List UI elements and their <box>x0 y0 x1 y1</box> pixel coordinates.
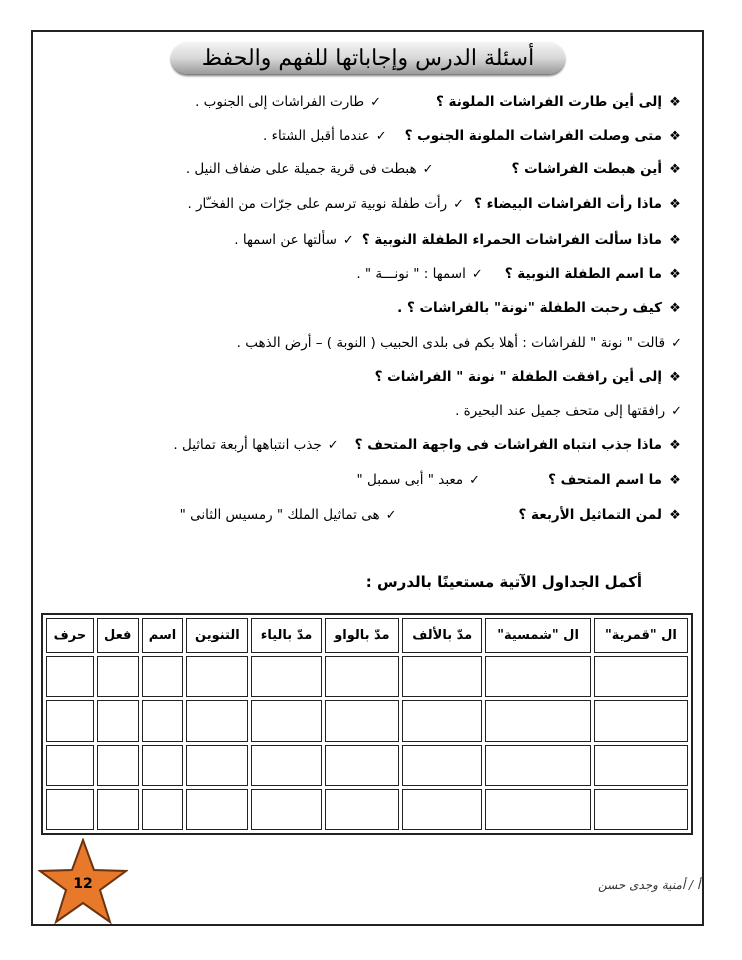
qa-row <box>60 260 682 288</box>
check-icon: ✓ <box>327 437 339 453</box>
answer-text: هى تماثيل الملك " رمسيس الثانى " <box>179 507 380 523</box>
table-cell[interactable] <box>46 789 94 830</box>
diamond-bullet-icon: ❖ <box>669 472 681 488</box>
table-row <box>46 745 688 786</box>
table-cell[interactable] <box>325 745 400 786</box>
answer-text: قالت " نونة " للفراشات : أهلا بكم فى بلدى الحبيب ( النوبة ) – أرض الذهب . <box>236 335 666 351</box>
check-icon: ✓ <box>370 94 382 110</box>
qa-row <box>60 466 682 494</box>
answer-text: عندما أقبل الشتاء . <box>263 128 370 144</box>
table-cell[interactable] <box>594 789 688 830</box>
exercise-table <box>41 613 693 835</box>
table-cell[interactable] <box>325 656 400 697</box>
table-cell[interactable] <box>251 700 321 741</box>
table-header: مدّ بالواو <box>325 618 400 653</box>
table-instruction: أكمل الجداول الآتية مستعينًا بالدرس : <box>365 573 642 591</box>
table-cell[interactable] <box>251 745 321 786</box>
qa-row <box>60 88 682 116</box>
table-header: مدّ بالألف <box>402 618 482 653</box>
table-cell[interactable] <box>186 700 248 741</box>
check-icon: ✓ <box>342 232 354 248</box>
table-cell[interactable] <box>46 656 94 697</box>
qa-row <box>60 190 682 218</box>
diamond-bullet-icon: ❖ <box>669 300 681 316</box>
check-icon: ✓ <box>671 335 682 351</box>
table-cell[interactable] <box>251 789 321 830</box>
star-icon <box>38 838 128 924</box>
page-number: 12 <box>73 876 93 892</box>
qa-row <box>60 363 682 391</box>
table-header: التنوين <box>186 618 248 653</box>
table-header: ال "شمسية" <box>485 618 591 653</box>
check-icon: ✓ <box>422 161 434 177</box>
table-row <box>46 789 688 830</box>
author-signature: أ / أمنية وجدى حسن <box>598 878 701 892</box>
table-cell[interactable] <box>97 789 139 830</box>
diamond-bullet-icon: ❖ <box>669 94 681 110</box>
table-header: حرف <box>46 618 94 653</box>
table-cell[interactable] <box>142 789 184 830</box>
question-text: إلى أين طارت الفراشات الملونة ؟ <box>436 94 662 110</box>
table-cell[interactable] <box>402 656 482 697</box>
qa-row <box>60 329 682 357</box>
table-cell[interactable] <box>485 656 591 697</box>
answer-text: اسمها : " نونـــة " . <box>356 266 466 282</box>
question-text: ماذا سألت الفراشات الحمراء الطفلة النوبية ؟ <box>361 232 662 248</box>
table-cell[interactable] <box>186 745 248 786</box>
table-header: فعل <box>97 618 139 653</box>
check-icon: ✓ <box>471 266 483 282</box>
question-text: لمن التماثيل الأربعة ؟ <box>518 507 662 523</box>
diamond-bullet-icon: ❖ <box>669 128 681 144</box>
diamond-bullet-icon: ❖ <box>669 369 681 385</box>
table-cell[interactable] <box>142 700 184 741</box>
diamond-bullet-icon: ❖ <box>669 437 681 453</box>
table-cell[interactable] <box>186 789 248 830</box>
diamond-bullet-icon: ❖ <box>669 232 681 248</box>
qa-row <box>60 294 682 322</box>
qa-row <box>60 397 682 425</box>
table-cell[interactable] <box>186 656 248 697</box>
answer-text: سألتها عن اسمها . <box>234 232 337 248</box>
answer-text: رأت طفلة نوبية ترسم على جرّات من الفخـّار . <box>187 196 448 212</box>
question-text: إلى أين رافقت الطفلة " نونة " الفراشات ؟ <box>374 369 662 385</box>
table-row <box>46 656 688 697</box>
qa-row <box>60 155 682 183</box>
answer-text: جذب انتباهها أربعة تماثيل . <box>173 437 322 453</box>
table-cell[interactable] <box>142 656 184 697</box>
question-text: ماذا جذب انتباه الفراشات فى واجهة المتحف ؟ <box>354 437 662 453</box>
table-cell[interactable] <box>251 656 321 697</box>
table-cell[interactable] <box>594 656 688 697</box>
table-cell[interactable] <box>97 700 139 741</box>
diamond-bullet-icon: ❖ <box>669 196 681 212</box>
table-cell[interactable] <box>402 700 482 741</box>
check-icon: ✓ <box>469 472 481 488</box>
answer-text: هبطت فى قرية جميلة على ضفاف النيل . <box>185 161 417 177</box>
title-banner <box>171 42 565 74</box>
diamond-bullet-icon: ❖ <box>669 266 681 282</box>
question-text: ماذا رأت الفراشات البيضاء ؟ <box>474 196 662 212</box>
answer-text: رافقتها إلى متحف جميل عند البحيرة . <box>455 403 666 419</box>
table-cell[interactable] <box>46 745 94 786</box>
qa-row <box>60 501 682 529</box>
table-header: مدّ بالياء <box>251 618 321 653</box>
table-cell[interactable] <box>142 745 184 786</box>
question-text: متى وصلت الفراشات الملونة الجنوب ؟ <box>404 128 662 144</box>
check-icon: ✓ <box>385 507 397 523</box>
table-cell[interactable] <box>594 700 688 741</box>
table-cell[interactable] <box>485 745 591 786</box>
table-header: اسم <box>142 618 184 653</box>
table-cell[interactable] <box>402 789 482 830</box>
check-icon: ✓ <box>375 128 387 144</box>
answer-text: طارت الفراشات إلى الجنوب . <box>195 94 365 110</box>
table-header: ال "قمرية" <box>594 618 688 653</box>
table-cell[interactable] <box>325 700 400 741</box>
table-cell[interactable] <box>97 656 139 697</box>
qa-row <box>60 122 682 150</box>
table-cell[interactable] <box>97 745 139 786</box>
check-icon: ✓ <box>671 403 682 419</box>
question-text: ما اسم الطفلة النوبية ؟ <box>504 266 662 282</box>
check-icon: ✓ <box>453 196 465 212</box>
table-cell[interactable] <box>325 789 400 830</box>
question-text: كيف رحبت الطفلة "نونة" بالفراشات ؟ . <box>397 300 662 316</box>
table-cell[interactable] <box>485 700 591 741</box>
question-text: ما اسم المتحف ؟ <box>548 472 662 488</box>
diamond-bullet-icon: ❖ <box>669 161 681 177</box>
table-cell[interactable] <box>402 745 482 786</box>
table-cell[interactable] <box>485 789 591 830</box>
table-cell[interactable] <box>594 745 688 786</box>
question-text: أين هبطت الفراشات ؟ <box>511 161 662 177</box>
qa-row <box>60 226 682 254</box>
page-title: أسئلة الدرس وإجاباتها للفهم والحفظ <box>201 45 535 71</box>
table-header-row <box>46 618 688 653</box>
answer-text: معبد " أبى سمبل " <box>356 472 464 488</box>
table-cell[interactable] <box>46 700 94 741</box>
qa-row <box>60 431 682 459</box>
diamond-bullet-icon: ❖ <box>669 507 681 523</box>
table-row <box>46 700 688 741</box>
